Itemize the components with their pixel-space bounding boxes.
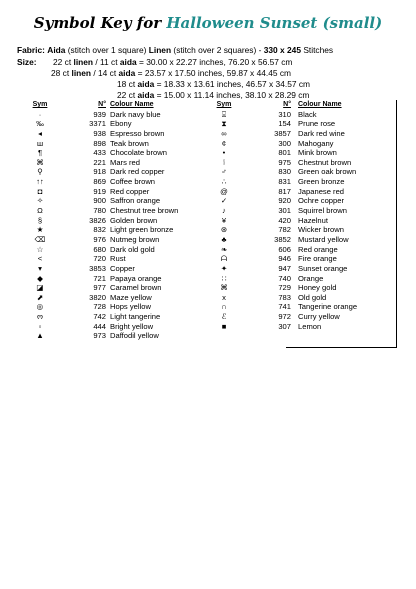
thread-number: 920: [278, 196, 291, 206]
symbol-glyph: ¢: [221, 138, 227, 148]
size-fabric: aida: [137, 79, 155, 89]
colour-name: Black: [298, 109, 317, 119]
thread-number: 3826: [89, 215, 106, 225]
key-row: [206, 225, 400, 235]
colour-name: Papaya orange: [110, 273, 162, 283]
colour-name: Copper: [110, 263, 135, 273]
key-row: [206, 216, 400, 226]
symbol-glyph: Ω: [37, 206, 43, 216]
thread-number: 938: [93, 128, 106, 138]
key-row: [206, 245, 400, 255]
key-row: [206, 110, 400, 120]
key-row: [28, 158, 228, 168]
symbol-glyph: ◘: [37, 186, 43, 196]
colour-name: Red orange: [298, 244, 338, 254]
key-row: [28, 254, 228, 264]
symbol-glyph: ✓: [220, 196, 228, 206]
size-count: 22 ct: [53, 57, 72, 67]
thread-number: 919: [93, 186, 106, 196]
colour-name: Red copper: [110, 186, 150, 196]
symbol-glyph: ⌫: [34, 234, 46, 244]
thread-number: 300: [278, 138, 291, 148]
key-row: [28, 110, 228, 120]
size-count: 22 ct: [117, 90, 136, 100]
fabric-linen-note: (stitch over 2 squares) -: [173, 45, 262, 55]
colour-name: Mars red: [110, 157, 140, 167]
key-row: [28, 322, 228, 332]
key-row: [28, 216, 228, 226]
thread-number: 817: [278, 186, 291, 196]
symbol-key-left-column: [28, 100, 228, 341]
thread-number: 783: [278, 292, 291, 302]
symbol-glyph: ◎: [36, 302, 44, 312]
thread-number: 939: [93, 109, 106, 119]
fabric-aida: Aida: [47, 45, 66, 55]
symbol-glyph: ★: [36, 225, 44, 235]
symbol-glyph: ∩: [221, 302, 227, 312]
key-row: [28, 264, 228, 274]
thread-number: 680: [93, 244, 106, 254]
colour-name: Teak brown: [110, 138, 149, 148]
thread-number: 946: [278, 254, 291, 264]
thread-number: 307: [278, 321, 291, 331]
key-row: [206, 139, 400, 149]
thread-number: 975: [278, 157, 291, 167]
size-count: 28 ct: [51, 68, 70, 78]
key-row: [206, 206, 400, 216]
symbol-glyph: ℰ: [221, 312, 227, 322]
colour-name: Japanese red: [298, 186, 345, 196]
thread-number: 977: [93, 283, 106, 293]
thread-number: 3371: [89, 119, 106, 129]
colour-name: Ebony: [110, 119, 132, 129]
colour-name: Ochre copper: [298, 196, 345, 206]
header-colour-name: Colour Name: [110, 101, 154, 108]
key-row: [28, 177, 228, 187]
colour-name: Saffron orange: [110, 196, 161, 206]
header-number: N°: [283, 101, 291, 108]
colour-name: Mahogany: [298, 138, 334, 148]
fabric-line: [17, 45, 333, 56]
colour-name: Dark navy blue: [110, 109, 161, 119]
symbol-glyph: ᗩ: [220, 254, 228, 264]
thread-number: 444: [93, 321, 106, 331]
table-right-border: [396, 100, 397, 347]
colour-name: Orange: [298, 273, 324, 283]
symbol-glyph: ✦: [220, 263, 228, 273]
key-row: [28, 274, 228, 284]
thread-number: 720: [93, 254, 106, 264]
stitch-count: 330 x 245: [263, 45, 301, 55]
colour-name: Chestnut brown: [298, 157, 352, 167]
size-fabric: linen: [71, 68, 92, 78]
key-row: [206, 158, 400, 168]
symbol-glyph: x: [222, 292, 226, 302]
key-row: [28, 148, 228, 158]
colour-name: Bright yellow: [110, 321, 154, 331]
symbol-glyph: ‰: [36, 119, 44, 129]
thread-number: 900: [93, 196, 106, 206]
symbol-glyph: ☆: [36, 244, 44, 254]
key-row: [206, 312, 400, 322]
size-fabric-alt: aida: [118, 68, 136, 78]
symbol-glyph: ✧: [36, 196, 44, 206]
key-row: [206, 187, 400, 197]
column-header: [206, 100, 400, 110]
thread-number: 740: [278, 273, 291, 283]
colour-name: Chocolate brown: [110, 148, 167, 158]
thread-number: 832: [93, 225, 106, 235]
symbol-glyph: ш: [36, 138, 44, 148]
fabric-label: Fabric:: [17, 45, 45, 55]
colour-name: Light tangerine: [110, 312, 161, 322]
symbol-glyph: ▫: [38, 321, 42, 331]
symbol-glyph: ⧗: [221, 119, 227, 129]
symbol-glyph: ■: [221, 321, 227, 331]
fabric-linen: Linen: [148, 45, 172, 55]
colour-name: Fire orange: [298, 254, 337, 264]
symbol-glyph: ⌘: [36, 157, 44, 167]
colour-name: Green oak brown: [298, 167, 357, 177]
colour-name: Maze yellow: [110, 292, 152, 302]
key-row: [28, 235, 228, 245]
key-row: [206, 322, 400, 332]
thread-number: 976: [93, 234, 106, 244]
thread-number: 898: [93, 138, 106, 148]
size-line: [51, 68, 291, 79]
thread-number: 742: [93, 312, 106, 322]
thread-number: 830: [278, 167, 291, 177]
symbol-glyph: @: [220, 186, 228, 196]
size-fabric: linen: [73, 57, 94, 67]
key-row: [206, 283, 400, 293]
key-row: [28, 129, 228, 139]
thread-number: 782: [278, 225, 291, 235]
header-sym: Sym: [216, 101, 232, 108]
colour-name: Lemon: [298, 321, 322, 331]
header-sym: Sym: [32, 101, 48, 108]
size-count: 18 ct: [117, 79, 136, 89]
key-row: [28, 206, 228, 216]
thread-number: 3857: [274, 128, 291, 138]
key-row: [28, 225, 228, 235]
thread-number: 831: [278, 177, 291, 187]
colour-name: Chestnut tree brown: [110, 206, 179, 216]
thread-number: 3852: [274, 234, 291, 244]
key-row: [206, 264, 400, 274]
colour-name: Dark old gold: [110, 244, 155, 254]
thread-number: 780: [93, 206, 106, 216]
thread-number: 154: [278, 119, 291, 129]
thread-number: 973: [93, 331, 106, 341]
symbol-glyph: ❧: [220, 244, 228, 254]
symbol-glyph: ⌻: [221, 109, 227, 119]
thread-number: 801: [278, 148, 291, 158]
colour-name: Tangerine orange: [298, 302, 358, 312]
thread-number: 420: [278, 215, 291, 225]
thread-number: 741: [278, 302, 291, 312]
colour-name: Hops yellow: [110, 302, 151, 312]
key-row: [28, 119, 228, 129]
colour-name: Caramel brown: [110, 283, 162, 293]
thread-number: 221: [93, 157, 106, 167]
symbol-glyph: ⚲: [37, 167, 43, 177]
symbol-glyph: <: [37, 254, 43, 264]
symbol-glyph: ¥: [221, 215, 227, 225]
symbol-glyph: ∴: [221, 177, 227, 187]
symbol-glyph: ⌘: [220, 283, 228, 293]
thread-number: 728: [93, 302, 106, 312]
size-dimensions: = 23.57 x 17.50 inches, 59.87 x 44.45 cm: [135, 68, 292, 78]
symbol-glyph: ▾: [38, 263, 42, 273]
size-separator: / 11 ct: [93, 57, 120, 67]
key-row: [28, 167, 228, 177]
colour-name: Prune rose: [298, 119, 336, 129]
symbol-glyph: ↑↑: [36, 177, 44, 187]
colour-name: Hazelnut: [298, 215, 328, 225]
thread-number: 972: [278, 312, 291, 322]
size-label: Size:: [17, 57, 37, 67]
pattern-name: Halloween Sunset (small): [166, 14, 383, 32]
thread-number: 606: [278, 244, 291, 254]
colour-name: Daffodil yellow: [110, 331, 159, 341]
colour-name: Old gold: [298, 292, 327, 302]
key-row: [206, 293, 400, 303]
title-prefix: Symbol Key for: [33, 14, 167, 32]
key-row: [206, 167, 400, 177]
size-fabric-alt: aida: [119, 57, 137, 67]
size-fabric: aida: [137, 90, 155, 100]
symbol-key-right-column: [206, 100, 400, 331]
symbol-glyph: ◆: [37, 273, 43, 283]
colour-name: Mustard yellow: [298, 234, 349, 244]
colour-name: Honey gold: [298, 283, 337, 293]
symbol-glyph: ·: [38, 109, 42, 119]
symbol-glyph: §: [37, 215, 43, 225]
key-row: [28, 302, 228, 312]
size-dimensions: = 30.00 x 22.27 inches, 76.20 x 56.57 cm: [136, 57, 293, 67]
thread-number: 869: [93, 177, 106, 187]
thread-number: 433: [93, 148, 106, 158]
colour-name: Light green bronze: [110, 225, 174, 235]
table-bottom-border: [286, 347, 397, 348]
colour-name: Coffee brown: [110, 177, 156, 187]
key-row: [206, 148, 400, 158]
symbol-glyph: ⦚: [223, 157, 225, 167]
symbol-glyph: ⊛: [220, 225, 228, 235]
key-row: [206, 235, 400, 245]
colour-name: Squirrel brown: [298, 206, 347, 216]
fabric-aida-note: (stitch over 1 square): [67, 45, 147, 55]
key-row: [28, 283, 228, 293]
key-row: [28, 312, 228, 322]
colour-name: Sunset orange: [298, 263, 348, 273]
key-row: [206, 254, 400, 264]
key-row: [206, 302, 400, 312]
key-row: [28, 245, 228, 255]
size-dimensions: = 18.33 x 13.61 inches, 46.57 x 34.57 cm: [154, 79, 311, 89]
page-title: [0, 14, 416, 33]
key-row: [28, 196, 228, 206]
thread-number: 721: [93, 273, 106, 283]
key-row: [206, 129, 400, 139]
key-row: [28, 293, 228, 303]
symbol-glyph: ∞: [221, 128, 227, 138]
thread-number: 3820: [89, 292, 106, 302]
column-header: [28, 100, 228, 110]
colour-name: Dark red wine: [298, 128, 345, 138]
size-separator: / 14 ct: [91, 68, 119, 78]
symbol-glyph: ▲: [36, 331, 44, 341]
thread-number: 310: [278, 109, 291, 119]
symbol-glyph: ◪: [36, 283, 44, 293]
symbol-glyph: ⬈: [36, 292, 44, 302]
thread-number: 947: [278, 263, 291, 273]
thread-number: 729: [278, 283, 291, 293]
colour-name: Golden brown: [110, 215, 158, 225]
size-line: [53, 57, 292, 68]
symbol-glyph: ◂: [38, 128, 42, 138]
symbol-glyph: ♂: [221, 167, 227, 177]
key-row: [28, 331, 228, 341]
symbol-glyph: ♣: [221, 234, 227, 244]
symbol-glyph: ო: [37, 312, 43, 322]
key-row: [206, 274, 400, 284]
header-colour-name: Colour Name: [298, 101, 342, 108]
size-dimensions: = 15.00 x 11.14 inches, 38.10 x 28.29 cm: [154, 90, 310, 100]
symbol-glyph: ∷: [221, 273, 227, 283]
key-row: [206, 196, 400, 206]
symbol-glyph: ♪: [222, 206, 226, 216]
key-row: [28, 187, 228, 197]
thread-number: 3853: [89, 263, 106, 273]
thread-number: 301: [278, 206, 291, 216]
colour-name: Dark red copper: [110, 167, 165, 177]
colour-name: Green bronze: [298, 177, 345, 187]
key-row: [206, 119, 400, 129]
colour-name: Espresso brown: [110, 128, 165, 138]
symbol-glyph: •: [222, 148, 226, 158]
symbol-glyph: ¶: [37, 148, 43, 158]
thread-number: 918: [93, 167, 106, 177]
size-line: [117, 79, 310, 90]
colour-name: Mink brown: [298, 148, 337, 158]
colour-name: Nutmeg brown: [110, 234, 160, 244]
key-row: [28, 139, 228, 149]
colour-name: Rust: [110, 254, 126, 264]
key-row: [206, 177, 400, 187]
stitches-label: Stitches: [303, 45, 334, 55]
header-number: N°: [98, 101, 106, 108]
colour-name: Curry yellow: [298, 312, 340, 322]
colour-name: Wicker brown: [298, 225, 344, 235]
